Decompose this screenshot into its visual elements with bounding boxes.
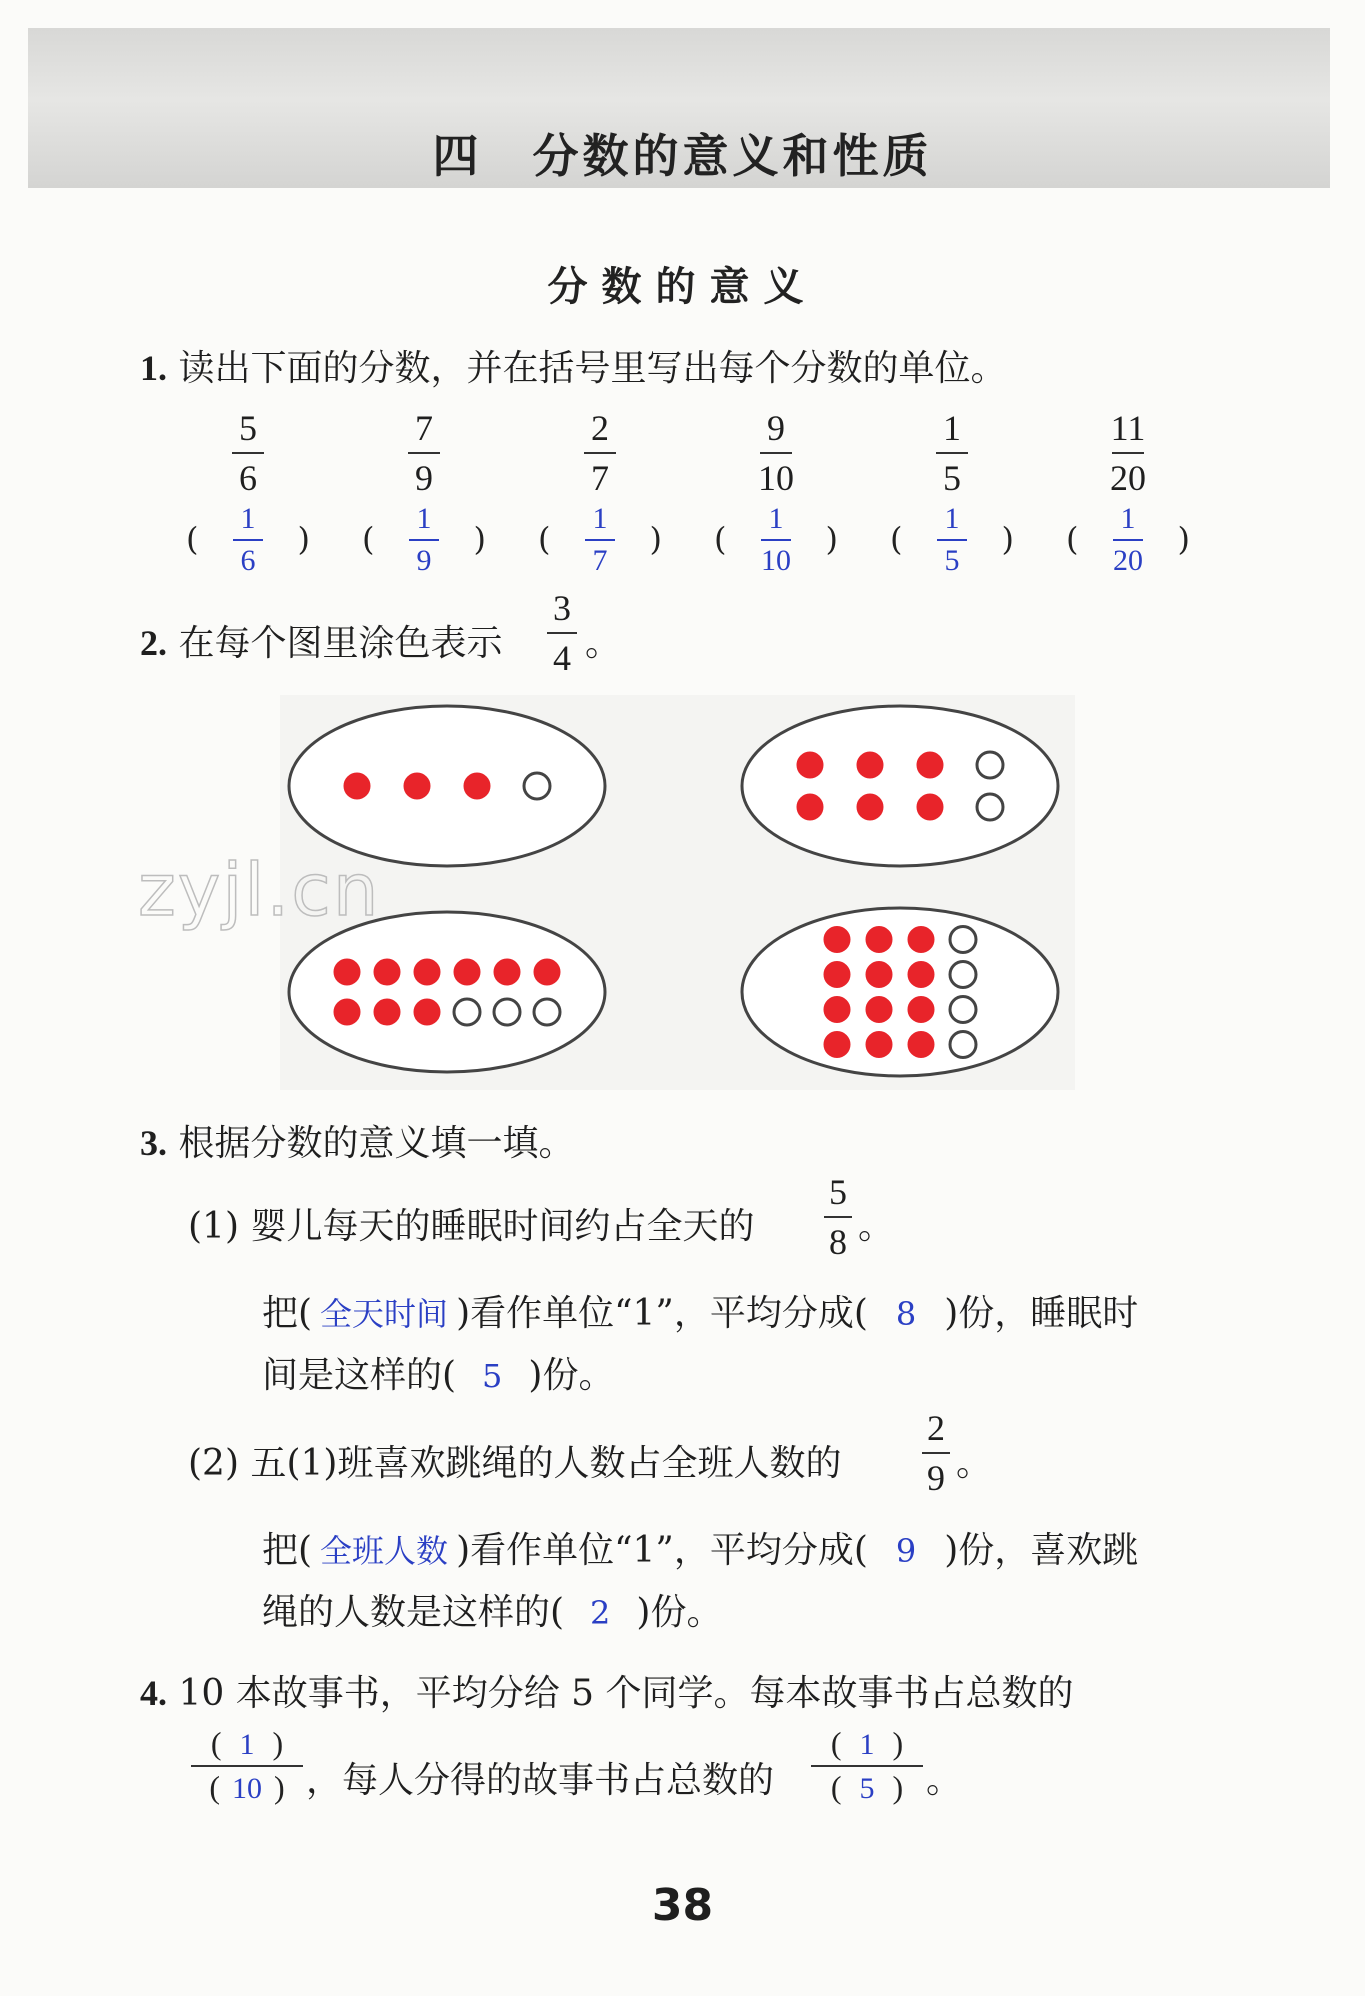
text: )看作单位“1”，平均分成( (456, 1530, 868, 1571)
text: )份，睡眠时 (944, 1293, 1139, 1334)
empty-dot (977, 752, 1003, 778)
filled-dot (374, 999, 400, 1025)
filled-dot (824, 997, 850, 1023)
figure-ellipse-4 (742, 908, 1058, 1076)
denominator: ( 5 ) (830, 1769, 904, 1805)
numerator: 1 (944, 502, 960, 535)
filled-dot (824, 1032, 850, 1058)
left-paren: ( (890, 520, 903, 558)
question-3 (140, 1115, 574, 1166)
text: )看作单位“1”，平均分成( (456, 1293, 868, 1334)
empty-dot (950, 997, 976, 1023)
filled-dot (494, 959, 520, 985)
filled-dot (917, 752, 943, 778)
denominator: 6 (239, 458, 257, 498)
left-paren: ( (362, 520, 375, 558)
right-paren: ) (825, 520, 838, 558)
numerator: 9 (767, 408, 785, 448)
chapter-title: 四 分数的意义和性质 (432, 129, 933, 183)
numerator-value: 1 (859, 1728, 875, 1761)
fraction-bar (922, 1452, 950, 1454)
answer-unit: 全天时间 (320, 1295, 449, 1333)
numerator: 2 (591, 408, 609, 448)
denominator: 5 (943, 458, 961, 498)
question-number: 1. (140, 348, 167, 388)
sub-question-2-end: 。 (956, 1443, 993, 1484)
sub-question-2 (188, 1435, 841, 1486)
fraction-bar (811, 1765, 923, 1767)
sub-question-1-end: 。 (858, 1206, 895, 1247)
denominator: 10 (758, 458, 794, 498)
section-title: 分数的意义 (547, 264, 818, 310)
numerator: 1 (416, 502, 432, 535)
numerator: ( 1 ) (210, 1725, 284, 1761)
left-paren: ( (538, 520, 551, 558)
answer-unit: 全班人数 (320, 1532, 449, 1570)
filled-dot (917, 794, 943, 820)
numerator: 5 (239, 408, 257, 448)
sub-1-line-1 (262, 1285, 1138, 1336)
filled-dot (404, 773, 430, 799)
filled-dot (824, 927, 850, 953)
denominator: 20 (1113, 544, 1143, 577)
answer-parts: 9 (895, 1532, 917, 1570)
text: )份。 (528, 1355, 615, 1396)
figure-ellipse-3 (289, 912, 605, 1072)
denominator: 9 (415, 458, 433, 498)
filled-dot (414, 959, 440, 985)
text: )份，喜欢跳 (944, 1530, 1139, 1571)
numerator-value: 1 (239, 1728, 255, 1761)
filled-dot (454, 959, 480, 985)
question-number: 4. (140, 1673, 167, 1713)
denominator: ( 10 ) (209, 1769, 285, 1805)
denominator-value: 10 (232, 1772, 262, 1805)
numerator: 3 (553, 588, 571, 628)
text: 把( (262, 1293, 313, 1334)
right-paren: ) (1177, 520, 1190, 558)
empty-dot (494, 999, 520, 1025)
filled-dot (908, 927, 934, 953)
answer-parts: 8 (895, 1295, 917, 1333)
fraction-bar (824, 1216, 852, 1218)
answer-count: 2 (590, 1594, 611, 1632)
page-number: 38 (651, 1880, 714, 1931)
empty-dot (524, 773, 550, 799)
left-paren: ( (1066, 520, 1079, 558)
text: 绳的人数是这样的( (262, 1592, 565, 1633)
empty-dot (534, 999, 560, 1025)
filled-dot (908, 962, 934, 988)
numerator: 7 (415, 408, 433, 448)
sub-2-line-2 (262, 1584, 722, 1635)
answer-count: 5 (482, 1357, 503, 1395)
left-paren: ( (714, 520, 727, 558)
fraction-bar (191, 1765, 303, 1767)
question-text: 10 本故事书，平均分给 5 个同学。每本故事书占总数的 (178, 1673, 1074, 1714)
right-paren: ) (649, 520, 662, 558)
empty-dot (454, 999, 480, 1025)
filled-dot (334, 999, 360, 1025)
filled-dot (374, 959, 400, 985)
filled-dot (797, 794, 823, 820)
denominator-value: 5 (859, 1772, 875, 1805)
question-2-end: 。 (585, 623, 622, 664)
filled-dot (797, 752, 823, 778)
filled-dot (857, 794, 883, 820)
empty-dot (950, 962, 976, 988)
figure-ellipse-2 (742, 706, 1058, 866)
question-number: 2. (140, 623, 167, 663)
numerator: 5 (829, 1172, 847, 1212)
fraction-five-eighths (818, 1172, 858, 1262)
question-text: 读出下面的分数，并在括号里写出每个分数的单位。 (178, 348, 1007, 389)
denominator: 20 (1110, 458, 1146, 498)
answer-fraction-1 (188, 1726, 306, 1806)
text: )份。 (636, 1592, 723, 1633)
numerator: 1 (1120, 502, 1136, 535)
denominator: 6 (240, 544, 256, 577)
watermark: zyjl.cn (138, 848, 381, 932)
sub-text: 婴儿每天的睡眠时间约占全天的 (250, 1206, 755, 1247)
sub-label: (2) (188, 1443, 239, 1484)
numerator: 2 (927, 1408, 945, 1448)
filled-dot (866, 927, 892, 953)
sub-label: (1) (188, 1206, 239, 1247)
filled-dot (857, 752, 883, 778)
filled-dot (908, 1032, 934, 1058)
question-4-end: 。 (926, 1760, 963, 1801)
filled-dot (414, 999, 440, 1025)
numerator: 1 (240, 502, 256, 535)
empty-dot (977, 794, 1003, 820)
text: 间是这样的( (262, 1355, 457, 1396)
sub-2-line-1 (262, 1522, 1138, 1573)
denominator: 10 (761, 544, 791, 577)
denominator: 4 (553, 638, 571, 678)
denominator: 7 (591, 458, 609, 498)
question-number: 3. (140, 1123, 167, 1163)
filled-dot (344, 773, 370, 799)
filled-dot (866, 962, 892, 988)
numerator: 1 (592, 502, 608, 535)
filled-dot (866, 1032, 892, 1058)
numerator: 11 (1110, 408, 1146, 448)
denominator: 9 (927, 1458, 945, 1498)
sub-question-1 (188, 1198, 754, 1249)
right-paren: ) (1001, 520, 1014, 558)
denominator: 8 (829, 1222, 847, 1262)
filled-dot (866, 997, 892, 1023)
text: 把( (262, 1530, 313, 1571)
right-paren: ) (297, 520, 310, 558)
denominator: 7 (592, 544, 608, 577)
empty-dot (950, 1032, 976, 1058)
sub-text: 五(1)班喜欢跳绳的人数占全班人数的 (250, 1443, 842, 1484)
fraction-two-ninths (916, 1408, 956, 1498)
numerator: 1 (943, 408, 961, 448)
empty-dot (950, 927, 976, 953)
question-4-middle: ，每人分得的故事书占总数的 (306, 1760, 775, 1801)
denominator: 9 (416, 544, 432, 577)
question-4 (140, 1665, 1074, 1716)
numerator: 1 (768, 502, 784, 535)
right-paren: ) (473, 520, 486, 558)
sub-1-line-2 (262, 1347, 614, 1398)
filled-dot (334, 959, 360, 985)
filled-dot (824, 962, 850, 988)
filled-dot (534, 959, 560, 985)
figure-ellipse-1 (289, 706, 605, 866)
question-text: 在每个图里涂色表示 (178, 623, 503, 664)
left-paren: ( (186, 520, 199, 558)
question-text: 根据分数的意义填一填。 (178, 1123, 575, 1164)
answer-fraction-2 (808, 1726, 926, 1806)
filled-dot (908, 997, 934, 1023)
denominator: 5 (944, 544, 960, 577)
filled-dot (464, 773, 490, 799)
numerator: ( 1 ) (830, 1725, 904, 1761)
